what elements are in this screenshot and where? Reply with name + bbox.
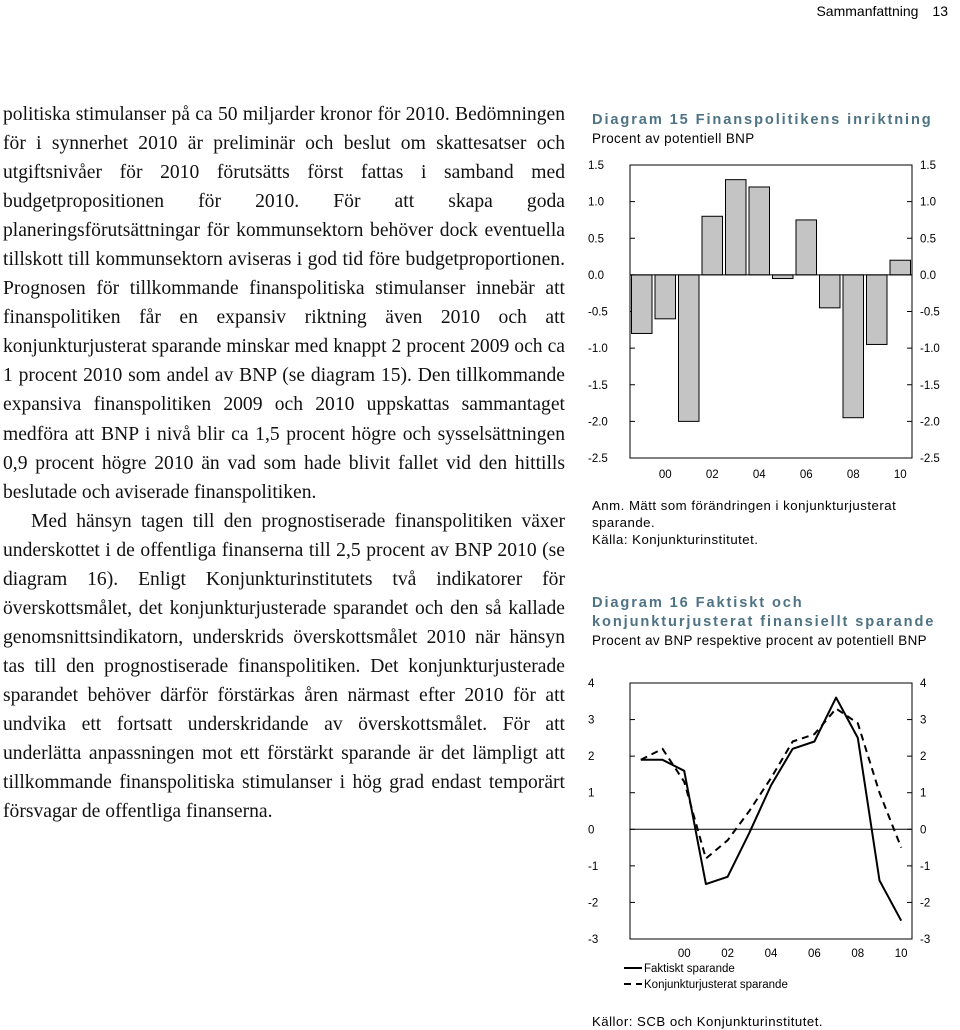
y-tick-label-right: -3 bbox=[920, 934, 931, 946]
x-tick-label: 02 bbox=[705, 469, 719, 481]
bar bbox=[773, 275, 794, 279]
y-tick-label-right: -1.0 bbox=[920, 343, 940, 356]
x-tick-label: 08 bbox=[851, 948, 865, 960]
y-tick-label-right: 2 bbox=[920, 751, 927, 764]
x-tick-label: 06 bbox=[799, 469, 813, 481]
paragraph-2: Med hänsyn tagen till den prognostiserade finanspolitiken växer underskottet i de offentliga finanserna till 2,5 procent av BNP 2010 (se diagram 16). Enligt Konjunkturinstitutets två indikatorer för överskottsmålet, det konjunkturjusterade sparandet och den så kallade genomsnittsindikatorn, underskrids överskottsmålet 2010 när hänsyn tas till den prognostiserade finanspolitiken. Det konjunkturjusterade sparandet behöver därför förstärkas åren närmast efter 2010 för att undvika ett fortsatt underskridande av överskottsmålet. För att underlätta anpassningen mot ett förstärkt sparande är det lämpligt att tillkommande finanspolitiska stimulanser i hög grad endast temporärt försvagar de offentliga finanserna. bbox=[3, 510, 565, 823]
x-tick-label: 08 bbox=[846, 469, 860, 481]
y-tick-label-right: -2 bbox=[920, 897, 931, 910]
diagram-16-source: Källor: SCB och Konjunkturinstitutet. bbox=[592, 1014, 824, 1029]
bar bbox=[843, 275, 864, 418]
diagram-15-note: Anm. Mätt som förändringen i konjunkturjusterat sparande. bbox=[592, 498, 897, 530]
legend-label: Faktiskt sparande bbox=[644, 963, 735, 975]
bar bbox=[702, 216, 723, 275]
y-tick-label-right: 0.0 bbox=[920, 269, 936, 282]
bar bbox=[726, 180, 747, 275]
x-tick-label: 10 bbox=[893, 469, 907, 481]
diagram-15-title: Diagram 15 Finanspolitikens inriktning bbox=[592, 112, 933, 128]
paragraph-1: politiska stimulanser på ca 50 miljarder kronor för 2010. Bedömningen för i synnerhet 2010 är preliminär och beslut om skattesatser och utgiftsnivåer för 2010 förutsätts först fattas i samband med budgetpropositionen för 2010. För att skapa goda planeringsförutsättningar för kommunsektorn behöver dock eventuella tillskott till kommunsektorn aviseras i god tid före budgetproportionen. Prognosen för tillkommande finanspolitiska stimulanser innebär att finanspolitiken får en expansiv riktning även 2010 och att konjunkturjusterat sparande minskar med knappt 2 procent 2009 och ca 1 procent 2010 som andel av BNP (se diagram 15). Den tillkommande expansiva finanspolitiken 2009 och 2010 uppskattas sammantaget medföra att BNP i nivå blir ca 1,5 procent högre och sysselsättningen 0,9 procent högre 2010 än vad som hade blivit fallet vid den hittills beslutade och aviserade finanspolitiken. bbox=[3, 104, 565, 503]
bar bbox=[867, 275, 888, 345]
section-title: Sammanfattning bbox=[816, 3, 919, 19]
diagram-16-subtitle: Procent av BNP respektive procent av potentiell BNP bbox=[592, 633, 927, 648]
y-tick-label-right: -0.5 bbox=[920, 306, 940, 319]
page-number: 13 bbox=[932, 3, 948, 19]
y-tick-label-right: 0.5 bbox=[920, 233, 936, 246]
y-tick-label-right: 3 bbox=[920, 714, 927, 727]
x-tick-label: 04 bbox=[764, 948, 778, 960]
x-tick-label: 02 bbox=[721, 948, 735, 960]
bar bbox=[632, 275, 653, 334]
x-tick-label: 10 bbox=[894, 948, 908, 960]
series-line-faktiskt bbox=[641, 698, 901, 921]
y-tick-label-right: 1 bbox=[920, 787, 927, 800]
y-tick-label-left: -3 bbox=[588, 934, 599, 946]
y-tick-label-right: 4 bbox=[920, 678, 927, 690]
y-tick-label-left: -0.5 bbox=[588, 306, 608, 319]
x-tick-label: 00 bbox=[677, 948, 691, 960]
diagram-15-subtitle: Procent av potentiell BNP bbox=[592, 131, 755, 146]
x-tick-label: 04 bbox=[752, 469, 766, 481]
diagram-16-chart bbox=[584, 670, 960, 1000]
y-tick-label-left: -1.0 bbox=[588, 343, 608, 356]
bar bbox=[820, 275, 841, 308]
y-tick-label-left: 1.5 bbox=[588, 160, 604, 172]
bar bbox=[655, 275, 676, 319]
diagram-16-title: Diagram 16 Faktiskt och konjunkturjusterat finansiellt sparande bbox=[592, 595, 936, 630]
y-tick-label-right: 1.0 bbox=[920, 196, 936, 209]
y-tick-label-right: 0 bbox=[920, 824, 927, 837]
y-tick-label-right: -2.5 bbox=[920, 453, 940, 465]
y-tick-label-right: 1.5 bbox=[920, 160, 936, 172]
bar bbox=[890, 260, 911, 275]
x-tick-label: 00 bbox=[658, 469, 672, 481]
y-tick-label-left: 3 bbox=[588, 714, 595, 727]
diagram-15-chart bbox=[584, 155, 960, 490]
diagram-15-notes bbox=[592, 497, 960, 548]
y-tick-label-left: 1.0 bbox=[588, 196, 604, 209]
bar bbox=[679, 275, 700, 422]
y-tick-label-left: 4 bbox=[588, 678, 595, 690]
bar bbox=[796, 220, 817, 275]
bar bbox=[749, 187, 770, 275]
y-tick-label-left: -1.5 bbox=[588, 379, 608, 392]
diagram-15-heading bbox=[592, 111, 960, 147]
y-tick-label-left: 0.5 bbox=[588, 233, 604, 246]
x-tick-label: 06 bbox=[807, 948, 821, 960]
diagram-15-source: Källa: Konjunkturinstitutet. bbox=[592, 532, 759, 547]
y-tick-label-left: -2.0 bbox=[588, 416, 608, 429]
y-tick-label-left: 1 bbox=[588, 787, 595, 800]
y-tick-label-right: -2.0 bbox=[920, 416, 940, 429]
diagram-16-heading bbox=[592, 594, 960, 649]
legend-label: Konjunkturjusterat sparande bbox=[644, 979, 788, 991]
page-header bbox=[816, 3, 948, 19]
y-tick-label-left: 2 bbox=[588, 751, 595, 764]
y-tick-label-left: 0.0 bbox=[588, 269, 604, 282]
y-tick-label-right: -1 bbox=[920, 860, 931, 873]
y-tick-label-left: -2.5 bbox=[588, 453, 608, 465]
y-tick-label-left: -1 bbox=[588, 860, 599, 873]
body-text bbox=[3, 100, 565, 826]
y-tick-label-right: -1.5 bbox=[920, 379, 940, 392]
y-tick-label-left: -2 bbox=[588, 897, 599, 910]
y-tick-label-left: 0 bbox=[588, 824, 595, 837]
